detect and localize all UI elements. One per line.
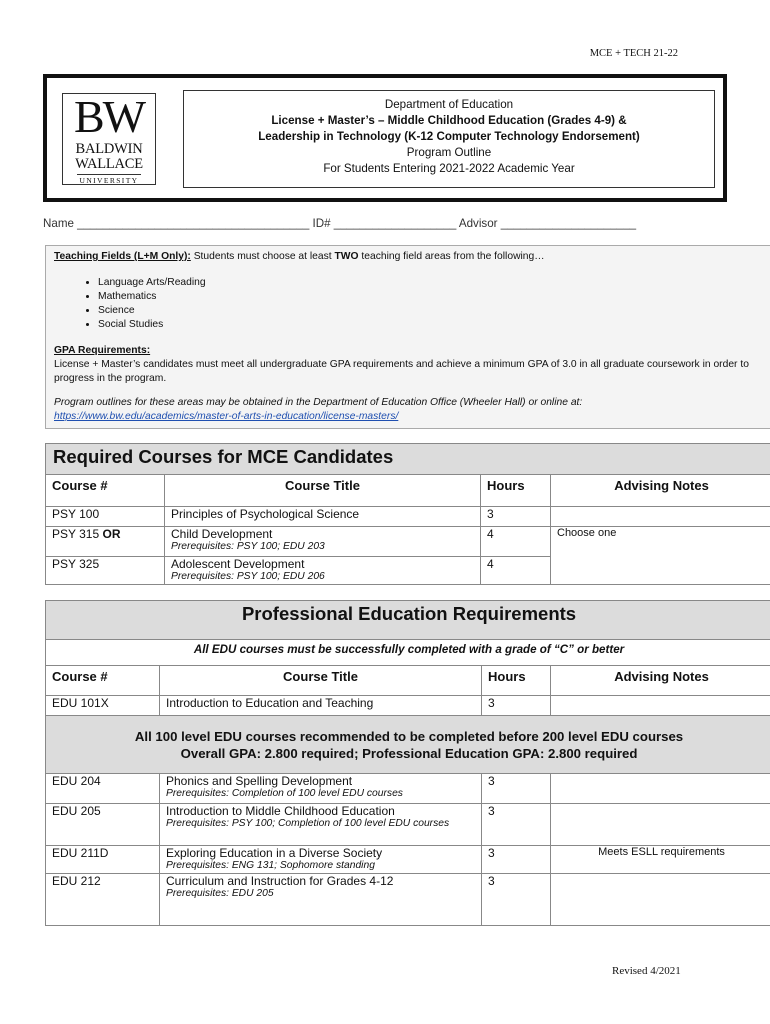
advising-note [551, 774, 770, 804]
outline-availability-note: Program outlines for these areas may be obtained in the Department of Education Office (Wheeler Hall) or online at: [54, 397, 583, 408]
table-row [46, 527, 770, 557]
course-number: PSY 100 [46, 507, 165, 527]
course-number: EDU 101X [46, 696, 160, 716]
course-title: Adolescent Development [171, 557, 305, 571]
course-hours: 3 [482, 874, 551, 926]
advising-note-choose-one: Choose one [551, 527, 770, 585]
logo-line-3: UNIVERSITY [79, 176, 139, 185]
advising-note: Meets ESLL requirements [551, 846, 770, 874]
course-title-cell [165, 527, 481, 557]
course-hours: 3 [482, 804, 551, 846]
course-title-cell [160, 874, 482, 926]
course-number: EDU 204 [46, 774, 160, 804]
table-row [46, 696, 770, 716]
logo-wordmark [63, 142, 155, 172]
course-prerequisites: Prerequisites: PSY 100; EDU 206 [171, 571, 325, 582]
required-courses-table [45, 443, 770, 585]
course-title: Exploring Education in a Diverse Society [166, 846, 383, 860]
name-id-advisor-line: Name ____________________________________ ID# ___________________ Advisor _____________________ [43, 217, 637, 230]
logo-mark: BW [73, 91, 145, 142]
academic-year-label: For Students Entering 2021-2022 Academic Year [323, 162, 575, 175]
col-header-hours: Hours [481, 475, 551, 507]
gpa-requirements-label: GPA Requirements: [54, 345, 151, 356]
course-number: PSY 325 [46, 557, 165, 585]
course-prerequisites: Prerequisites: EDU 205 [166, 888, 274, 899]
banner-line-1: All 100 level EDU courses recommended to be completed before 200 level EDU courses [134, 729, 684, 744]
advising-note [551, 804, 770, 846]
course-hours: 4 [481, 527, 551, 557]
program-title-line-2: Leadership in Technology (K-12 Computer Technology Endorsement) [258, 130, 640, 143]
course-number: EDU 212 [46, 874, 160, 926]
logo-line-2: WALLACE [75, 156, 143, 172]
course-hours: 4 [481, 557, 551, 585]
col-header-course-title: Course Title [165, 475, 481, 507]
university-logo [62, 93, 156, 185]
program-title-line-1: License + Master’s – Middle Childhood Education (Grades 4-9) & [271, 114, 627, 127]
course-hours: 3 [481, 507, 551, 527]
section-title-professional: Professional Education Requirements [46, 601, 770, 640]
table-row [46, 507, 770, 527]
col-header-course-number: Course # [46, 666, 160, 696]
col-header-hours: Hours [482, 666, 551, 696]
department-name: Department of Education [384, 98, 514, 111]
table-row [46, 804, 770, 846]
list-item: • Language Arts/Reading [98, 276, 762, 290]
intro-info-box [45, 245, 770, 429]
table-row [46, 774, 770, 804]
course-hours: 3 [482, 846, 551, 874]
course-number: PSY 315 OR [46, 527, 165, 557]
course-title: Phonics and Spelling Development [166, 774, 353, 788]
course-prerequisites: Prerequisites: Completion of 100 level EDU courses [166, 788, 403, 799]
program-outline-link[interactable]: https://www.bw.edu/academics/master-of-arts-in-education/license-masters/ [54, 411, 399, 422]
document-code: MCE + TECH 21-22 [589, 48, 678, 59]
teaching-fields-paragraph: Teaching Fields (L+M Only): Students must choose at least TWO teaching field areas from the following… [54, 251, 545, 262]
table-row [46, 874, 770, 926]
grade-requirement-note: All EDU courses must be successfully completed with a grade of “C” or better [46, 640, 770, 666]
list-item: • Mathematics [98, 290, 762, 304]
course-title-cell [160, 774, 482, 804]
list-item: • Science [98, 304, 762, 318]
course-prerequisites: Prerequisites: PSY 100; Completion of 100 level EDU courses [166, 818, 450, 829]
course-prerequisites: Prerequisites: PSY 100; EDU 203 [171, 541, 325, 552]
course-hours: 3 [482, 774, 551, 804]
professional-requirements-table [45, 600, 770, 926]
banner-line-2: Overall GPA: 2.800 required; Professional Education GPA: 2.800 required [180, 746, 638, 761]
program-title-box [183, 90, 715, 188]
course-title-cell [160, 804, 482, 846]
course-prerequisites: Prerequisites: ENG 131; Sophomore standing [166, 860, 375, 871]
teaching-fields-label: Teaching Fields (L+M Only): [54, 251, 191, 262]
revised-date: Revised 4/2021 [612, 965, 681, 977]
advising-note [551, 874, 770, 926]
course-title: Curriculum and Instruction for Grades 4-12 [166, 874, 394, 888]
col-header-course-number: Course # [46, 475, 165, 507]
course-title: Principles of Psychological Science [165, 507, 481, 527]
course-title: Child Development [171, 527, 273, 541]
course-number: EDU 205 [46, 804, 160, 846]
col-header-advising-notes: Advising Notes [551, 666, 770, 696]
course-title: Introduction to Education and Teaching [160, 696, 482, 716]
course-title: Introduction to Middle Childhood Education [166, 804, 395, 818]
gpa-requirements-text: License + Master’s candidates must meet all undergraduate GPA requirements and achieve a minimum GPA of 3.0 in all graduate coursework in order to progress in the program. [54, 359, 749, 384]
course-number: EDU 211D [46, 846, 160, 874]
logo-divider [77, 174, 141, 175]
gpa-banner [46, 716, 770, 774]
advising-note [551, 507, 770, 527]
advising-note [551, 696, 770, 716]
teaching-fields-list [54, 276, 762, 332]
section-title-required: Required Courses for MCE Candidates [46, 444, 770, 475]
course-title-cell [160, 846, 482, 874]
table-row [46, 846, 770, 874]
list-item: • Social Studies [98, 318, 762, 332]
program-outline-label: Program Outline [406, 146, 492, 159]
col-header-advising-notes: Advising Notes [551, 475, 770, 507]
course-hours: 3 [482, 696, 551, 716]
col-header-course-title: Course Title [160, 666, 482, 696]
logo-line-1: BALDWIN [75, 141, 143, 157]
course-title-cell [165, 557, 481, 585]
